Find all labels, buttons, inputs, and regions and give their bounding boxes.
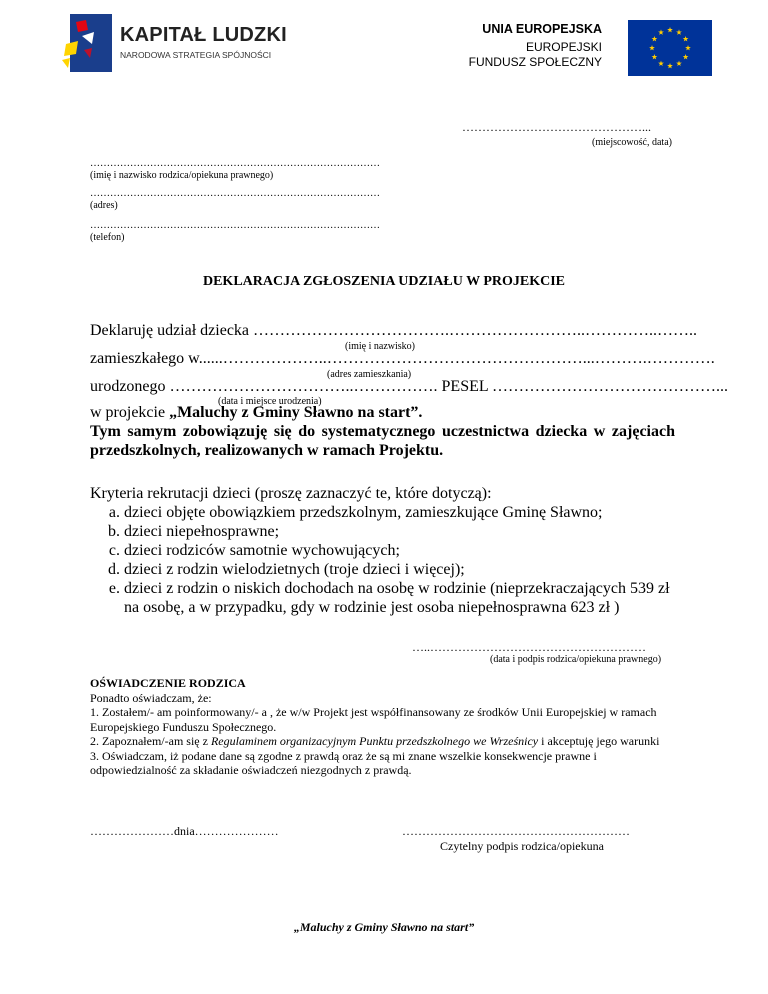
commitment-text: Tym samym zobowiązuję się do systematycznego uczestnictwa dziecka w zajęciach przedszkolnych, realizowanych w ramach Projektu. [90,423,675,459]
bottom-signature-dots: ………………………………………………… [402,824,630,838]
statement-point-2-end: i akceptuję jego warunki [538,734,660,748]
place-date-label: (miejscowość, data) [592,137,672,148]
criteria-item: b. dzieci niepełnosprawne; [124,522,680,541]
eu-line2: FUNDUSZ SPOŁECZNY [468,55,602,69]
eu-title: UNIA EUROPEJSKA [482,22,602,36]
parent-phone-label: (telefon) [90,232,125,243]
criteria-item: e. dzieci z rodzin o niskich dochodach na osobę w rodzinie (nieprzekraczających 539 zł na osobę, a w przypadku, gdy w rodzinie jest osoba niepełnosprawna 623 zł ) [124,579,680,617]
bottom-date-line: …………………dnia………………… [90,824,279,838]
statement-intro: Ponadto oświadczam, że: [90,690,212,705]
statement-point-3: 3. Oświadczam, iż podane dane są zgodne z prawdą oraz że są mi znane wszelkie konsekwencje prawne i odpowiedzialność za składanie oświadczeń niezgodnych z prawdą. [90,748,597,777]
kl-subtitle: NARODOWA STRATEGIA SPÓJNOŚCI [120,50,272,60]
parent-address-dots: …………………………………………………………………………… [90,188,380,199]
declaration-label-child: (imię i nazwisko) [345,341,415,352]
criteria-item: d. dzieci z rodzin wielodzietnych (troje dzieci i więcej); [124,560,680,579]
place-date-dots: ………………………………………... [462,120,651,134]
statement-heading: OŚWIADCZENIE RODZICA [90,676,246,690]
eu-line1: EUROPEJSKI [525,40,602,54]
footer-project-name: „Maluchy z Gminy Sławno na start” [293,920,475,934]
criteria-list [90,503,680,617]
parent-address-label: (adres) [90,200,118,211]
statement-point-2-start: 2. Zapoznałem/-am się z [90,734,211,748]
declaration-line-child: Deklaruję udział dziecka ……………………………….……………………..…………..…….. [90,322,698,339]
project-line [90,404,422,422]
project-name: „Maluchy z Gminy Sławno na start”. [169,404,423,421]
statement-point-1: 1. Zostałem/- am poinformowany/- a , że w/w Projekt jest współfinansowany ze środków Unii Europejskiej w ramach Europejskiego Funduszu Społecznego. [90,705,657,734]
parent-name-label: (imię i nazwisko rodzica/opiekuna prawnego) [90,170,274,181]
statement-regulation-name: Regulaminem organizacyjnym Punktu przedszkolnego we Wrześnicy [210,734,539,748]
declaration-line-birth: urodzonego ……………………………..……………. PESEL ……………………………………... [90,378,729,395]
parent-name-dots: …………………………………………………………………………… [90,158,380,169]
bottom-signature-label: Czytelny podpis rodzica/opiekuna [440,839,604,853]
eu-logo-block [468,20,712,76]
criteria-heading: Kryteria rekrutacji dzieci (proszę zaznaczyć te, które dotyczą): [90,485,492,502]
kapital-ludzki-emblem-icon [62,14,112,72]
criteria-item: c. dzieci rodziców samotnie wychowujących; [124,541,680,560]
statement-block [90,676,670,778]
signature-dots: …..……………………………………………… [412,640,646,654]
project-prefix: w projekcie [90,404,170,421]
signature-label: (data i podpis rodzica/opiekuna prawnego) [490,654,662,665]
kapital-ludzki-logo [62,14,287,72]
declaration-label-birth: (data i miejsce urodzenia) [218,396,322,407]
criteria-block [90,484,680,617]
kl-title: KAPITAŁ LUDZKI [120,24,287,46]
criteria-item: a. dzieci objęte obowiązkiem przedszkolnym, zamieszkujące Gminę Sławno; [124,503,680,522]
parent-phone-dots: …………………………………………………………………………… [90,220,380,231]
declaration-line-address: zamieszkałego w......………………..…………………………………………...……….…………. [90,350,715,367]
eu-flag-icon [628,20,712,76]
document-title: DEKLARACJA ZGŁOSZENIA UDZIAŁU W PROJEKCIE [202,274,565,289]
statement-point-2 [90,734,670,749]
declaration-label-address: (adres zamieszkania) [327,369,412,380]
